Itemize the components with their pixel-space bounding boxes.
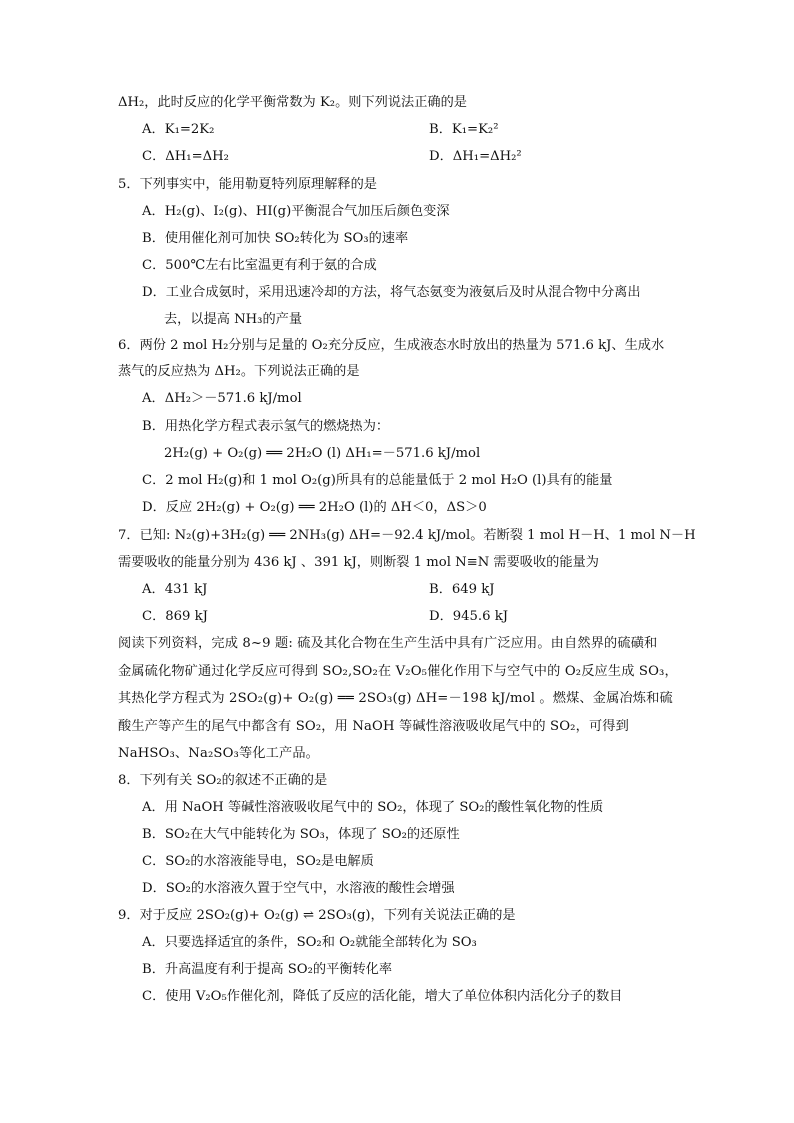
q8-stem: 8．下列有关 SO₂的叙述不正确的是 — [118, 773, 328, 788]
q7-option-a: A．431 kJ — [142, 582, 208, 597]
q9-option-c: C．使用 V₂O₅作催化剂，降低了反应的活化能，增大了单位体积内活化分子的数目 — [142, 989, 623, 1004]
q5-option-c: C．500℃左右比室温更有利于氨的合成 — [142, 258, 377, 273]
q5-option-b: B．使用催化剂可加快 SO₂转化为 SO₃的速率 — [142, 231, 409, 246]
q6-option-a: A．ΔH₂＞－571.6 kJ/mol — [142, 391, 302, 406]
q4-stem: ΔH₂，此时反应的化学平衡常数为 K₂。则下列说法正确的是 — [118, 95, 467, 110]
q8-option-b: B．SO₂在大气中能转化为 SO₃，体现了 SO₂的还原性 — [142, 827, 460, 842]
q5-option-d: D．工业合成氨时，采用迅速冷却的方法，将气态氨变为液氨后及时从混合物中分离出 — [142, 285, 641, 300]
passage-line-3: 其热化学方程式为 2SO₂(g)+ O₂(g) ══ 2SO₃(g) ΔH=－198 kJ/mol 。燃煤、金属冶炼和硫 — [118, 691, 673, 706]
q7-option-d: D．945.6 kJ — [429, 609, 508, 624]
q5-stem: 5．下列事实中，能用勒夏特列原理解释的是 — [118, 177, 377, 192]
q6-option-d: D．反应 2H₂(g) + O₂(g) ══ 2H₂O (l)的 ΔH＜0，ΔS＞0 — [142, 500, 487, 515]
q7-option-c: C．869 kJ — [142, 609, 208, 624]
q7-stem-line1: 7．已知: N₂(g)+3H₂(g) ══ 2NH₃(g) ΔH=－92.4 kJ/mol。若断裂 1 mol H－H、1 mol N－H — [118, 528, 696, 543]
q6-option-b-equation: 2H₂(g) + O₂(g) ══ 2H₂O (l) ΔH₁=－571.6 kJ/mol — [164, 446, 481, 461]
passage-line-5: NaHSO₃、Na₂SO₃等化工产品。 — [118, 746, 320, 761]
q6-option-c: C．2 mol H₂(g)和 1 mol O₂(g)所具有的总能量低于 2 mol H₂O (l)具有的能量 — [142, 473, 613, 488]
q4-option-c: C．ΔH₁=ΔH₂ — [142, 149, 229, 164]
q9-option-b: B．升高温度有利于提高 SO₂的平衡转化率 — [142, 962, 393, 977]
q6-option-b: B．用热化学方程式表示氢气的燃烧热为： — [142, 419, 390, 434]
q5-option-d-cont: 去，以提高 NH₃的产量 — [164, 312, 303, 327]
q8-option-c: C．SO₂的水溶液能导电，SO₂是电解质 — [142, 854, 374, 869]
q4-option-d: D．ΔH₁=ΔH₂² — [429, 149, 522, 164]
q6-stem-line2: 蒸气的反应热为 ΔH₂。下列说法正确的是 — [118, 364, 360, 379]
passage-line-4: 酸生产等产生的尾气中都含有 SO₂，用 NaOH 等碱性溶液吸收尾气中的 SO₂，可得到 — [118, 719, 629, 734]
q6-stem-line1: 6．两份 2 mol H₂分别与足量的 O₂充分反应，生成液态水时放出的热量为 571.6 kJ、生成水 — [118, 338, 665, 353]
q8-option-a: A．用 NaOH 等碱性溶液吸收尾气中的 SO₂，体现了 SO₂的酸性氧化物的性质 — [142, 800, 604, 815]
q9-stem: 9．对于反应 2SO₂(g)+ O₂(g) ⇌ 2SO₃(g)，下列有关说法正确的是 — [118, 908, 516, 923]
q7-option-b: B．649 kJ — [429, 582, 495, 597]
q5-option-a: A．H₂(g)、I₂(g)、HI(g)平衡混合气加压后颜色变深 — [142, 204, 450, 219]
q4-option-b: B．K₁=K₂² — [429, 122, 499, 137]
q7-stem-line2: 需要吸收的能量分别为 436 kJ 、391 kJ，则断裂 1 mol N≡N 需要吸收的能量为 — [118, 555, 599, 570]
q4-option-a: A．K₁=2K₂ — [142, 122, 215, 137]
q9-option-a: A．只要选择适宜的条件，SO₂和 O₂就能全部转化为 SO₃ — [142, 935, 477, 950]
q8-option-d: D．SO₂的水溶液久置于空气中，水溶液的酸性会增强 — [142, 881, 455, 896]
passage-line-2: 金属硫化物矿通过化学反应可得到 SO₂,SO₂在 V₂O₅催化作用下与空气中的 O₂反应生成 SO₃， — [118, 664, 678, 679]
passage-line-1: 阅读下列资料，完成 8~9 题: 硫及其化合物在生产生活中具有广泛应用。由自然界的硫磺和 — [118, 636, 658, 651]
